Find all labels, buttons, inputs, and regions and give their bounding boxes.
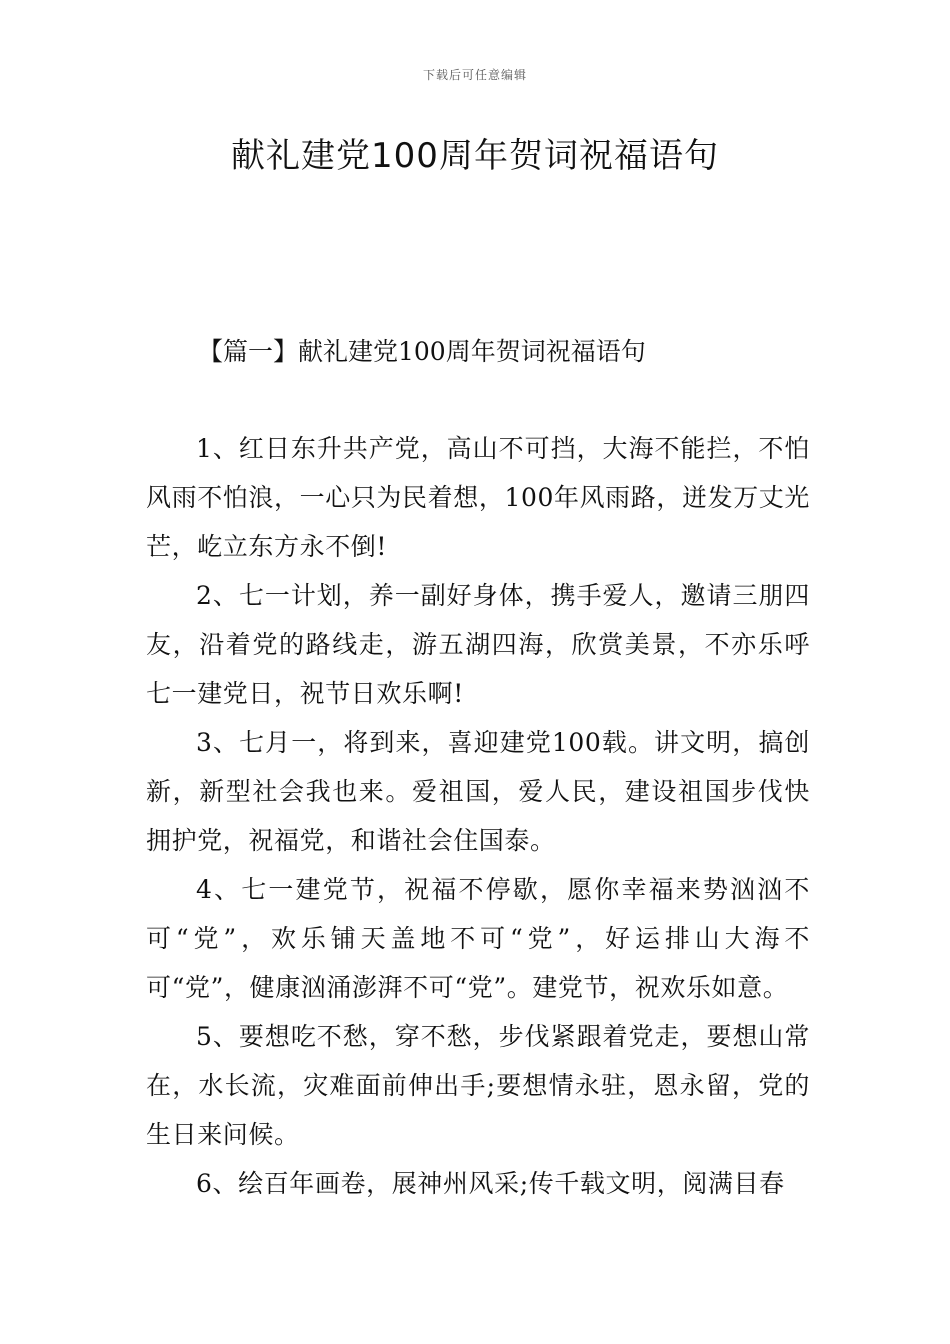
paragraph-3: 3、七月一，将到来，喜迎建党100载。讲文明，搞创新，新型社会我也来。爱祖国，爱人民，建设祖国步伐快拥护党，祝福党，和谐社会住国泰。 (146, 728, 810, 855)
document-title: 献礼建党100周年贺词祝福语句 (231, 136, 719, 176)
header-note: 下载后可任意编辑 (422, 68, 527, 82)
body-text (146, 424, 810, 1208)
paragraph-1: 1、红日东升共产党，高山不可挡，大海不能拦，不怕风雨不怕浪，一心只为民着想，100年风雨路，迸发万丈光芒，屹立东方永不倒! (146, 434, 810, 561)
section-heading: 【篇一】献礼建党100周年贺词祝福语句 (198, 337, 646, 366)
paragraph-4: 4、七一建党节，祝福不停歇，愿你幸福来势汹汹不可“党”，欢乐铺天盖地不可“党”，好运排山大海不可“党”，健康汹涌澎湃不可“党”。建党节，祝欢乐如意。 (146, 875, 810, 1002)
paragraph-2: 2、七一计划，养一副好身体，携手爱人，邀请三朋四友，沿着党的路线走，游五湖四海，欣赏美景，不亦乐呼七一建党日，祝节日欢乐啊! (146, 581, 810, 708)
paragraph-5: 5、要想吃不愁，穿不愁，步伐紧跟着党走，要想山常在，水长流，灾难面前伸出手;要想情永驻，恩永留，党的生日来问候。 (146, 1022, 810, 1149)
paragraph-6: 6、绘百年画卷，展神州风采;传千载文明，阅满目春 (196, 1169, 785, 1198)
